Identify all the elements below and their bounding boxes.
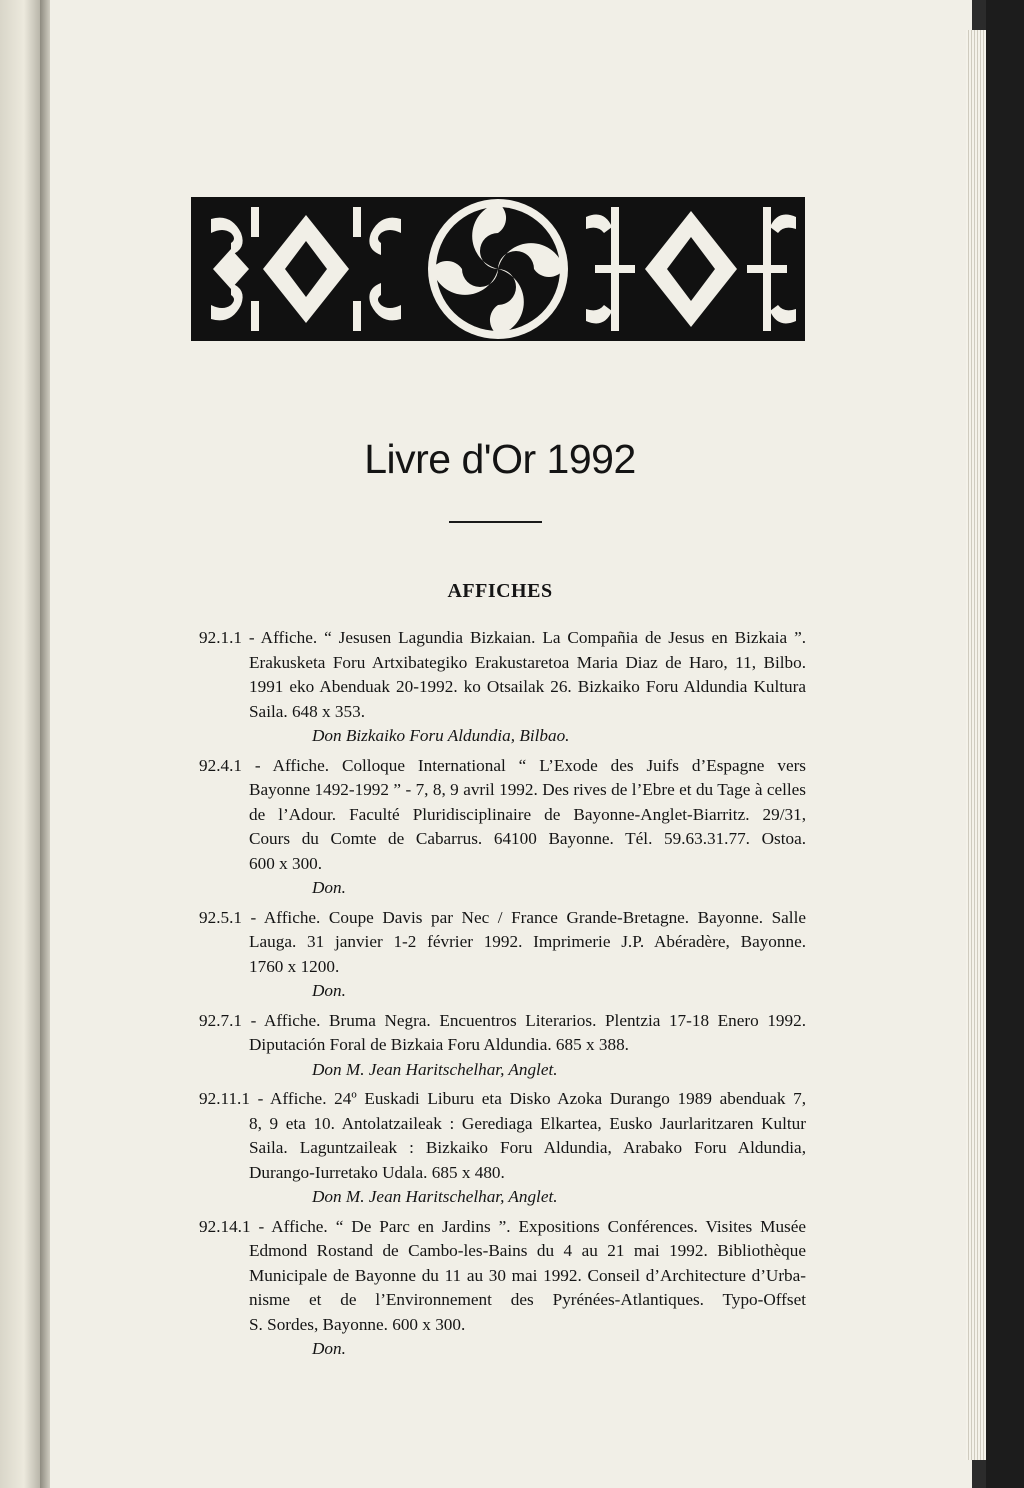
entry-text-line: Diputación Foral de Bizkaia Foru Aldundia. 685 x 388. <box>249 1035 629 1054</box>
catalogue-entry <box>199 754 806 901</box>
entry-text-line: Municipale de Bayonne du 11 au 30 mai 1992. Conseil d’Architecture d’Urba- <box>249 1265 806 1285</box>
entry-donor: Don. <box>312 1339 346 1358</box>
entry-text-line: Erakusketa Foru Artxibategiko Erakustaretoa Maria Diaz de Haro, 11, Bilbo. <box>249 652 806 672</box>
catalogue-entry <box>199 1215 806 1362</box>
entry-text-line: 8, 9 eta 10. Antolatzaileak : Gerediaga Elkartea, Eusko Jaurlaritzaren Kultur <box>249 1113 806 1133</box>
entry-text-line: Cours du Comte de Cabarrus. 64100 Bayonne. Tél. 59.63.31.77. Ostoa. <box>249 829 806 848</box>
catalogue-entry <box>199 1087 806 1210</box>
entry-donor: Don Bizkaiko Foru Aldundia, Bilbao. <box>312 726 570 745</box>
entry-text-line: Edmond Rostand de Cambo-les-Bains du 4 au 21 mai 1992. Bibliothèque <box>249 1241 806 1260</box>
entry-text-line: 600 x 300. <box>249 853 323 873</box>
entry-donor: Don. <box>312 981 346 1000</box>
catalogue-entry <box>199 1009 806 1083</box>
entry-text-line: Durango-Iurretako Udala. 685 x 480. <box>249 1162 505 1182</box>
entry-text-line: 92.4.1 - Affiche. Colloque International “ L’Exode des Juifs d’Espagne vers <box>199 755 806 775</box>
page-title: Livre d'Or 1992 <box>364 436 636 482</box>
entry-text-line: 92.7.1 - Affiche. Bruma Negra. Encuentros Literarios. Plentzia 17-18 Enero 1992. <box>199 1010 806 1030</box>
entry-donor: Don M. Jean Haritschelhar, Anglet. <box>312 1059 558 1079</box>
facing-page-edge <box>0 0 40 1488</box>
lauburu-ornament-icon <box>191 197 805 341</box>
entry-donor: Don. <box>312 878 346 897</box>
entry-text-line: 1760 x 1200. <box>249 956 340 976</box>
catalogue-entry <box>199 626 806 749</box>
entry-text-line: Saila. Laguntzaileak : Bizkaiko Foru Aldundia, Arabako Foru Aldundia, <box>249 1138 806 1157</box>
entry-text-line: Lauga. 31 janvier 1-2 février 1992. Imprimerie J.P. Abéradère, Bayonne. <box>249 932 806 951</box>
page-stack-edges <box>966 30 986 1460</box>
entry-donor: Don M. Jean Haritschelhar, Anglet. <box>312 1187 558 1206</box>
entry-text-line: de l’Adour. Faculté Pluridisciplinaire de Bayonne-Anglet-Biarritz. 29/31, <box>249 804 806 824</box>
entry-text-line: 92.1.1 - Affiche. “ Jesusen Lagundia Bizkaian. La Compañia de Jesus en Bizkaia ”. <box>199 628 806 647</box>
entry-text-line: 92.11.1 - Affiche. 24º Euskadi Liburu eta Disko Azoka Durango 1989 abenduak 7, <box>199 1089 806 1108</box>
entry-text-line: 92.14.1 - Affiche. “ De Parc en Jardins ”. Expositions Conférences. Visites Musée <box>199 1216 806 1236</box>
basque-ornament-banner <box>191 197 805 341</box>
section-heading: AFFICHES <box>447 580 553 602</box>
entry-text-line: Bayonne 1492-1992 ” - 7, 8, 9 avril 1992. Des rives de l’Ebre et du Tage à celles <box>249 780 806 799</box>
entries-list <box>199 626 806 1367</box>
scan-background <box>986 0 1024 1488</box>
entry-text-line: 92.5.1 - Affiche. Coupe Davis par Nec / France Grande-Bretagne. Bayonne. Salle <box>199 907 806 927</box>
title-divider <box>449 521 542 523</box>
entry-text-line: S. Sordes, Bayonne. 600 x 300. <box>249 1314 466 1334</box>
entry-text-line: 1991 eko Abenduak 20-1992. ko Otsailak 26. Bizkaiko Foru Aldundia Kultura <box>249 677 806 696</box>
entry-text-line: nisme et de l’Environnement des Pyrénées-Atlantiques. Typo-Offset <box>249 1290 806 1309</box>
catalogue-entry <box>199 906 806 1004</box>
entry-text-line: Saila. 648 x 353. <box>249 701 366 721</box>
